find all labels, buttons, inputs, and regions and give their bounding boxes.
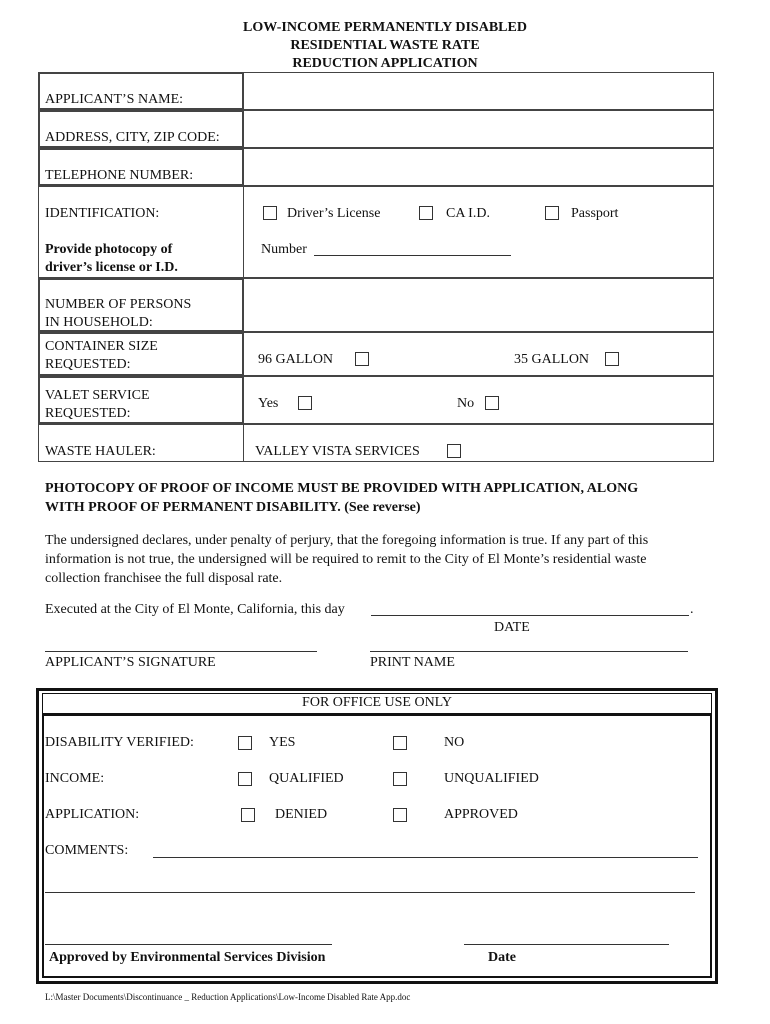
- 96-gallon-checkbox[interactable]: [355, 352, 369, 366]
- approval-date-label: Date: [488, 950, 516, 965]
- declaration: [45, 531, 735, 588]
- approval-date-line[interactable]: [464, 944, 669, 945]
- executed-date-label: DATE: [494, 620, 530, 635]
- applicant-signature-label: APPLICANT’S SIGNATURE: [45, 655, 216, 670]
- declaration-line-2: information is not true, the undersigned will be required to remit to the City of El Monte’s residential waste: [45, 552, 647, 567]
- value-cell-household[interactable]: [243, 278, 714, 332]
- 35-gallon-checkbox[interactable]: [605, 352, 619, 366]
- id-number-label: Number: [261, 242, 307, 257]
- application-denied-label: DENIED: [275, 807, 328, 822]
- photocopy-note-line-2: driver’s license or I.D.: [45, 260, 178, 275]
- income-label: INCOME:: [45, 771, 105, 786]
- application-approved-label: APPROVED: [444, 807, 518, 822]
- hauler-label: WASTE HAULER:: [45, 444, 156, 459]
- container-label-line-2: REQUESTED:: [45, 357, 131, 372]
- title-line-1: LOW-INCOME PERMANENTLY DISABLED: [243, 20, 527, 35]
- proof-notice-line-1: PHOTOCOPY OF PROOF OF INCOME MUST BE PROVIDED WITH APPLICATION, ALONG: [45, 481, 639, 496]
- address-label: ADDRESS, CITY, ZIP CODE:: [45, 130, 220, 145]
- income-qualified-checkbox[interactable]: [238, 772, 252, 786]
- title-line-2: RESIDENTIAL WASTE RATE: [290, 38, 480, 53]
- approved-by-line[interactable]: [45, 944, 332, 945]
- income-unqualified-label: UNQUALIFIED: [444, 771, 539, 786]
- valet-no-checkbox[interactable]: [485, 396, 499, 410]
- executed-period: .: [690, 602, 694, 617]
- valet-no-label: No: [457, 396, 475, 411]
- ca-id-label: CA I.D.: [446, 206, 490, 221]
- container-label-line-1: CONTAINER SIZE: [45, 339, 158, 354]
- passport-checkbox[interactable]: [545, 206, 559, 220]
- executed-text: Executed at the City of El Monte, California, this day: [45, 602, 345, 617]
- disability-no-label: NO: [444, 735, 465, 750]
- disability-verified-label: DISABILITY VERIFIED:: [45, 735, 194, 750]
- applicant-signature-line[interactable]: [45, 651, 317, 652]
- id-number-line[interactable]: [314, 255, 511, 256]
- income-qualified-label: QUALIFIED: [269, 771, 344, 786]
- value-cell-telephone[interactable]: [243, 148, 714, 186]
- value-cell-identification: [243, 186, 714, 278]
- comments-label: COMMENTS:: [45, 843, 129, 858]
- approved-by-label: Approved by Environmental Services Division: [49, 950, 326, 965]
- declaration-line-3: collection franchisee the full disposal rate.: [45, 571, 283, 586]
- telephone-label: TELEPHONE NUMBER:: [45, 168, 194, 183]
- comments-line-1[interactable]: [153, 857, 698, 858]
- executed-date-line[interactable]: [371, 615, 689, 616]
- valley-vista-label: VALLEY VISTA SERVICES: [255, 444, 420, 459]
- value-cell-valet: [243, 376, 714, 424]
- drivers-license-label: Driver’s License: [287, 206, 381, 221]
- document-path: L:\Master Documents\Discontinuance _ Reduction Applications\Low-Income Disabled Rate App.doc: [45, 992, 411, 1002]
- passport-label: Passport: [571, 206, 619, 221]
- household-label-line-1: NUMBER OF PERSONS: [45, 297, 192, 312]
- valet-label-line-1: VALET SERVICE: [45, 388, 150, 403]
- office-use-body-border: [42, 714, 712, 978]
- proof-notice-line-2: WITH PROOF OF PERMANENT DISABILITY. (See reverse): [45, 500, 421, 515]
- print-name-line[interactable]: [370, 651, 688, 652]
- disability-no-checkbox[interactable]: [393, 736, 407, 750]
- valley-vista-checkbox[interactable]: [447, 444, 461, 458]
- ca-id-checkbox[interactable]: [419, 206, 433, 220]
- application-label: APPLICATION:: [45, 807, 140, 822]
- comments-line-2[interactable]: [45, 892, 695, 893]
- applicant-name-label: APPLICANT’S NAME:: [45, 92, 184, 107]
- office-use-header: FOR OFFICE USE ONLY: [302, 695, 452, 710]
- title-line-3: REDUCTION APPLICATION: [292, 56, 478, 71]
- application-approved-checkbox[interactable]: [393, 808, 407, 822]
- valet-label-line-2: REQUESTED:: [45, 406, 131, 421]
- valet-yes-checkbox[interactable]: [298, 396, 312, 410]
- identification-label: IDENTIFICATION:: [45, 206, 160, 221]
- disability-yes-label: YES: [269, 735, 296, 750]
- household-label-line-2: IN HOUSEHOLD:: [45, 315, 153, 330]
- income-unqualified-checkbox[interactable]: [393, 772, 407, 786]
- application-denied-checkbox[interactable]: [241, 808, 255, 822]
- photocopy-note-line-1: Provide photocopy of: [45, 242, 173, 257]
- form-title: [0, 19, 770, 73]
- print-name-label: PRINT NAME: [370, 655, 455, 670]
- disability-yes-checkbox[interactable]: [238, 736, 252, 750]
- declaration-line-1: The undersigned declares, under penalty of perjury, that the foregoing information is true. If any part of this: [45, 533, 649, 548]
- 35-gallon-label: 35 GALLON: [514, 352, 590, 367]
- value-cell-address[interactable]: [243, 110, 714, 148]
- drivers-license-checkbox[interactable]: [263, 206, 277, 220]
- valet-yes-label: Yes: [258, 396, 279, 411]
- proof-notice: [45, 479, 725, 517]
- value-cell-name[interactable]: [243, 72, 714, 110]
- 96-gallon-label: 96 GALLON: [258, 352, 334, 367]
